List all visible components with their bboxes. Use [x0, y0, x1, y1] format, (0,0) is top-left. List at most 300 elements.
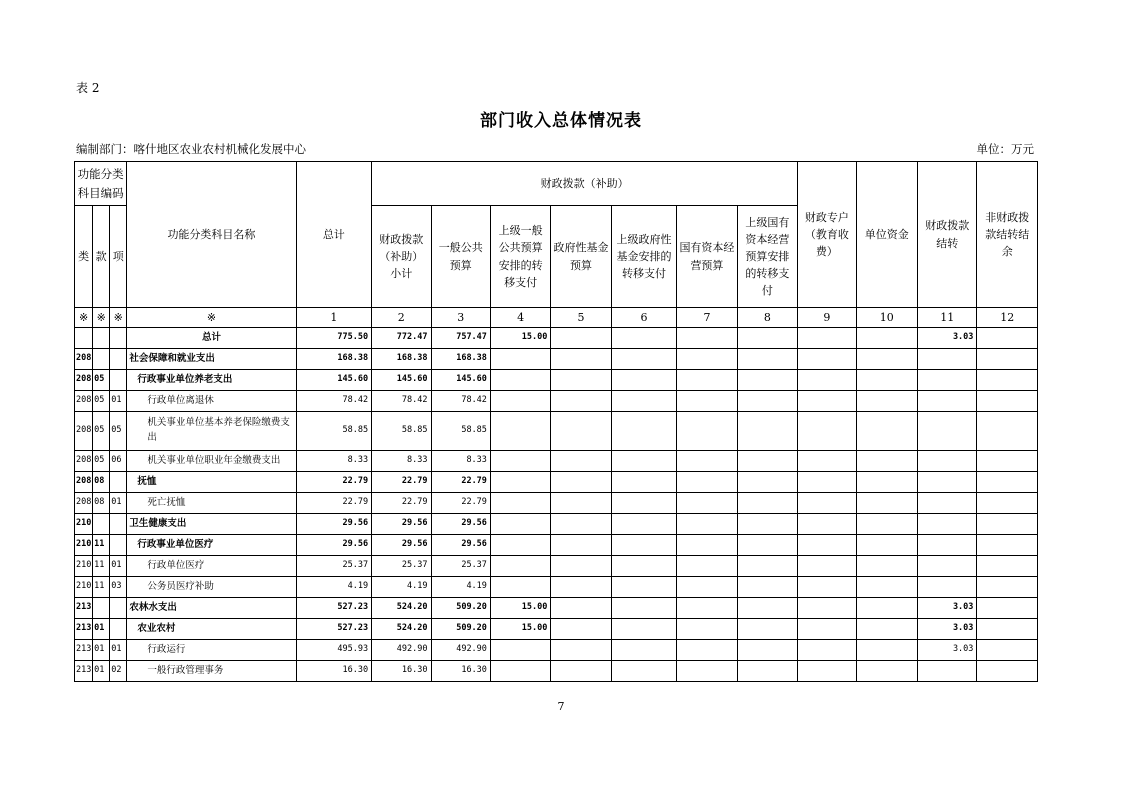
amount-cell [490, 640, 550, 661]
amount-cell: 145.60 [296, 370, 372, 391]
amount-cell [856, 391, 917, 412]
amount-cell [611, 640, 676, 661]
code-xiang-cell [110, 598, 127, 619]
header-code-group: 功能分类科目编码 [75, 162, 127, 206]
code-xiang-cell [110, 328, 127, 349]
amount-cell [918, 493, 977, 514]
amount-cell: 22.79 [431, 493, 490, 514]
amount-cell: 29.56 [431, 535, 490, 556]
amount-cell [798, 412, 856, 451]
amount-cell [977, 391, 1038, 412]
code-kuan-cell: 05 [93, 412, 110, 451]
amount-cell: 4.19 [431, 577, 490, 598]
column-number-row [75, 308, 1038, 328]
amount-cell: 168.38 [296, 349, 372, 370]
amount-cell [490, 472, 550, 493]
subject-name-cell: 卫生健康支出 [127, 514, 296, 535]
amount-cell [856, 619, 917, 640]
amount-cell [977, 661, 1038, 682]
header-gov-fund: 政府性基金预算 [551, 206, 611, 308]
amount-cell [737, 640, 798, 661]
amount-cell [611, 619, 676, 640]
amount-cell [737, 328, 798, 349]
amount-cell [856, 412, 917, 451]
amount-cell [551, 577, 611, 598]
header-upper-capital-transfer: 上级国有资本经营预算安排的转移支付 [737, 206, 798, 308]
amount-cell [611, 370, 676, 391]
subject-name-cell: 社会保障和就业支出 [127, 349, 296, 370]
code-kuan-cell [93, 598, 110, 619]
amount-cell: 58.85 [431, 412, 490, 451]
column-number: 9 [798, 308, 856, 328]
amount-cell [977, 412, 1038, 451]
code-xiang-cell: 01 [110, 391, 127, 412]
amount-cell: 25.37 [372, 556, 431, 577]
column-number: 6 [611, 308, 676, 328]
amount-cell [677, 328, 737, 349]
header-lei: 类 [75, 206, 93, 308]
column-number: 3 [431, 308, 490, 328]
table-row [75, 514, 1038, 535]
amount-cell [737, 451, 798, 472]
code-kuan-cell: 05 [93, 370, 110, 391]
amount-cell: 25.37 [296, 556, 372, 577]
amount-cell [918, 535, 977, 556]
header-xiang: 项 [110, 206, 127, 308]
amount-cell [737, 472, 798, 493]
amount-cell: 15.00 [490, 619, 550, 640]
header-fiscal-special: 财政专户（教育收费） [798, 162, 856, 308]
header-total: 总计 [296, 162, 372, 308]
amount-cell [677, 391, 737, 412]
table-row [75, 619, 1038, 640]
amount-cell [856, 514, 917, 535]
column-number: 10 [856, 308, 917, 328]
amount-cell [856, 349, 917, 370]
column-mark: ※ [110, 308, 127, 328]
subject-name-cell: 行政事业单位医疗 [127, 535, 296, 556]
amount-cell [977, 514, 1038, 535]
amount-cell: 78.42 [372, 391, 431, 412]
amount-cell [611, 451, 676, 472]
table-row [75, 598, 1038, 619]
amount-cell [551, 535, 611, 556]
column-number: 11 [918, 308, 977, 328]
code-xiang-cell [110, 472, 127, 493]
amount-cell [551, 493, 611, 514]
amount-cell [918, 370, 977, 391]
amount-cell [798, 328, 856, 349]
amount-cell [737, 556, 798, 577]
amount-cell [551, 661, 611, 682]
amount-cell [611, 328, 676, 349]
amount-cell [737, 493, 798, 514]
amount-cell [551, 349, 611, 370]
amount-cell [798, 391, 856, 412]
code-lei-cell: 210 [75, 556, 93, 577]
amount-cell [611, 577, 676, 598]
code-kuan-cell: 01 [93, 661, 110, 682]
amount-cell: 3.03 [918, 619, 977, 640]
amount-cell [798, 619, 856, 640]
amount-cell: 25.37 [431, 556, 490, 577]
amount-cell [551, 640, 611, 661]
amount-cell: 3.03 [918, 328, 977, 349]
code-xiang-cell: 05 [110, 412, 127, 451]
amount-cell [977, 619, 1038, 640]
code-lei-cell: 213 [75, 640, 93, 661]
code-xiang-cell: 01 [110, 640, 127, 661]
amount-cell [856, 370, 917, 391]
amount-cell: 78.42 [296, 391, 372, 412]
amount-cell [677, 661, 737, 682]
amount-cell: 29.56 [296, 535, 372, 556]
amount-cell [611, 349, 676, 370]
amount-cell [611, 556, 676, 577]
amount-cell: 509.20 [431, 598, 490, 619]
amount-cell [737, 661, 798, 682]
amount-cell [551, 328, 611, 349]
column-mark: ※ [93, 308, 110, 328]
amount-cell [977, 370, 1038, 391]
header-fiscal-subtotal: 财政拨款（补助）小计 [372, 206, 431, 308]
column-number: 8 [737, 308, 798, 328]
amount-cell [918, 472, 977, 493]
amount-cell [737, 535, 798, 556]
amount-cell: 16.30 [431, 661, 490, 682]
code-lei-cell: 213 [75, 619, 93, 640]
amount-cell [677, 472, 737, 493]
amount-cell [856, 493, 917, 514]
amount-cell: 22.79 [296, 472, 372, 493]
amount-cell [677, 412, 737, 451]
amount-cell [798, 556, 856, 577]
amount-cell: 58.85 [372, 412, 431, 451]
amount-cell: 29.56 [372, 535, 431, 556]
amount-cell [856, 577, 917, 598]
amount-cell: 78.42 [431, 391, 490, 412]
amount-cell [737, 577, 798, 598]
amount-cell [977, 535, 1038, 556]
code-kuan-cell: 11 [93, 535, 110, 556]
income-summary-table [74, 161, 1038, 682]
amount-cell [856, 328, 917, 349]
amount-cell [490, 661, 550, 682]
code-xiang-cell: 02 [110, 661, 127, 682]
subject-name-cell: 农业农村 [127, 619, 296, 640]
subject-name-cell: 行政运行 [127, 640, 296, 661]
amount-cell [798, 451, 856, 472]
code-kuan-cell: 08 [93, 493, 110, 514]
amount-cell [611, 598, 676, 619]
column-number: 12 [977, 308, 1038, 328]
subject-name-cell: 总计 [127, 328, 296, 349]
table-row [75, 349, 1038, 370]
amount-cell [677, 619, 737, 640]
code-lei-cell: 208 [75, 391, 93, 412]
subject-name-cell: 行政单位离退休 [127, 391, 296, 412]
subject-name-cell: 公务员医疗补助 [127, 577, 296, 598]
column-number: 1 [296, 308, 372, 328]
amount-cell [856, 661, 917, 682]
column-mark: ※ [75, 308, 93, 328]
code-kuan-cell: 01 [93, 640, 110, 661]
amount-cell [856, 535, 917, 556]
code-lei-cell [75, 328, 93, 349]
amount-cell [490, 370, 550, 391]
column-number: 7 [677, 308, 737, 328]
amount-cell [490, 514, 550, 535]
table-row [75, 577, 1038, 598]
amount-cell [677, 451, 737, 472]
amount-cell: 4.19 [296, 577, 372, 598]
code-lei-cell: 213 [75, 598, 93, 619]
amount-cell [611, 514, 676, 535]
amount-cell: 29.56 [372, 514, 431, 535]
amount-cell: 772.47 [372, 328, 431, 349]
amount-cell: 8.33 [431, 451, 490, 472]
amount-cell: 16.30 [372, 661, 431, 682]
code-lei-cell: 208 [75, 493, 93, 514]
amount-cell [490, 391, 550, 412]
amount-cell: 145.60 [431, 370, 490, 391]
table-row [75, 493, 1038, 514]
amount-cell [490, 577, 550, 598]
amount-cell [677, 493, 737, 514]
amount-cell: 168.38 [372, 349, 431, 370]
amount-cell [977, 472, 1038, 493]
amount-cell [856, 472, 917, 493]
amount-cell: 527.23 [296, 619, 372, 640]
amount-cell [737, 619, 798, 640]
header-unit-funds: 单位资金 [856, 162, 917, 308]
amount-cell: 492.90 [372, 640, 431, 661]
amount-cell [856, 556, 917, 577]
table-row [75, 556, 1038, 577]
amount-cell [490, 412, 550, 451]
amount-cell [798, 493, 856, 514]
header-name: 功能分类科目名称 [127, 162, 296, 308]
subject-name-cell: 行政事业单位养老支出 [127, 370, 296, 391]
subject-name-cell: 机关事业单位职业年金缴费支出 [127, 451, 296, 472]
amount-cell: 58.85 [296, 412, 372, 451]
code-xiang-cell: 06 [110, 451, 127, 472]
department-label: 编制部门：喀什地区农业农村机械化发展中心 [76, 142, 306, 156]
amount-cell [737, 412, 798, 451]
amount-cell [918, 577, 977, 598]
code-kuan-cell: 05 [93, 451, 110, 472]
code-lei-cell: 208 [75, 370, 93, 391]
column-number: 4 [490, 308, 550, 328]
amount-cell: 775.50 [296, 328, 372, 349]
amount-cell [551, 598, 611, 619]
amount-cell: 22.79 [431, 472, 490, 493]
code-lei-cell: 208 [75, 412, 93, 451]
amount-cell [551, 472, 611, 493]
amount-cell [611, 661, 676, 682]
subject-name-cell: 一般行政管理事务 [127, 661, 296, 682]
amount-cell: 22.79 [296, 493, 372, 514]
code-kuan-cell: 01 [93, 619, 110, 640]
code-kuan-cell: 08 [93, 472, 110, 493]
subject-name-cell: 行政单位医疗 [127, 556, 296, 577]
amount-cell [490, 493, 550, 514]
code-xiang-cell: 03 [110, 577, 127, 598]
amount-cell: 15.00 [490, 598, 550, 619]
header-kuan: 款 [93, 206, 110, 308]
amount-cell [611, 535, 676, 556]
amount-cell: 168.38 [431, 349, 490, 370]
amount-cell [611, 412, 676, 451]
code-xiang-cell [110, 514, 127, 535]
amount-cell [798, 598, 856, 619]
amount-cell: 4.19 [372, 577, 431, 598]
amount-cell [918, 514, 977, 535]
amount-cell [611, 391, 676, 412]
amount-cell [856, 598, 917, 619]
table-row [75, 391, 1038, 412]
table-row [75, 640, 1038, 661]
amount-cell [677, 349, 737, 370]
amount-cell [737, 391, 798, 412]
code-xiang-cell [110, 349, 127, 370]
code-lei-cell: 208 [75, 472, 93, 493]
code-xiang-cell [110, 535, 127, 556]
table-row [75, 412, 1038, 451]
amount-cell [490, 349, 550, 370]
code-lei-cell: 210 [75, 514, 93, 535]
amount-cell [798, 514, 856, 535]
amount-cell [490, 556, 550, 577]
amount-cell [918, 556, 977, 577]
amount-cell [551, 412, 611, 451]
column-mark: ※ [127, 308, 296, 328]
code-xiang-cell: 01 [110, 556, 127, 577]
amount-cell [977, 451, 1038, 472]
amount-cell [677, 577, 737, 598]
header-upper-fund-transfer: 上级政府性基金安排的转移支付 [611, 206, 676, 308]
amount-cell [856, 640, 917, 661]
amount-cell [611, 493, 676, 514]
amount-cell [977, 556, 1038, 577]
table-row [75, 661, 1038, 682]
header-general-budget: 一般公共预算 [431, 206, 490, 308]
amount-cell: 29.56 [296, 514, 372, 535]
subject-name-cell: 抚恤 [127, 472, 296, 493]
column-number: 5 [551, 308, 611, 328]
amount-cell [677, 556, 737, 577]
amount-cell: 524.20 [372, 598, 431, 619]
amount-cell [737, 598, 798, 619]
subject-name-cell: 农林水支出 [127, 598, 296, 619]
amount-cell: 757.47 [431, 328, 490, 349]
amount-cell: 524.20 [372, 619, 431, 640]
code-kuan-cell: 05 [93, 391, 110, 412]
amount-cell [918, 451, 977, 472]
amount-cell [551, 451, 611, 472]
amount-cell [551, 391, 611, 412]
code-lei-cell: 208 [75, 349, 93, 370]
table-number: 表 2 [76, 81, 100, 95]
document-title: 部门收入总体情况表 [480, 111, 642, 131]
code-xiang-cell [110, 619, 127, 640]
amount-cell [977, 349, 1038, 370]
amount-cell [918, 661, 977, 682]
code-lei-cell: 208 [75, 451, 93, 472]
subject-name-cell: 机关事业单位基本养老保险缴费支出 [127, 412, 296, 451]
amount-cell [611, 472, 676, 493]
code-lei-cell: 210 [75, 535, 93, 556]
amount-cell: 527.23 [296, 598, 372, 619]
amount-cell [918, 391, 977, 412]
amount-cell [856, 451, 917, 472]
table-row [75, 535, 1038, 556]
amount-cell: 492.90 [431, 640, 490, 661]
amount-cell: 16.30 [296, 661, 372, 682]
table-row [75, 328, 1038, 349]
amount-cell [551, 619, 611, 640]
amount-cell [798, 640, 856, 661]
header-nonfiscal-carryover: 非财政拨款结转结余 [977, 162, 1038, 308]
amount-cell [798, 472, 856, 493]
amount-cell [918, 349, 977, 370]
code-kuan-cell [93, 328, 110, 349]
header-fiscal-carryover: 财政拨款结转 [918, 162, 977, 308]
amount-cell [551, 514, 611, 535]
code-lei-cell: 213 [75, 661, 93, 682]
amount-cell [677, 370, 737, 391]
code-xiang-cell [110, 370, 127, 391]
amount-cell [977, 328, 1038, 349]
amount-cell [798, 577, 856, 598]
header-state-capital: 国有资本经营预算 [677, 206, 737, 308]
amount-cell [551, 556, 611, 577]
code-kuan-cell: 11 [93, 577, 110, 598]
amount-cell: 3.03 [918, 640, 977, 661]
unit-label: 单位：万元 [976, 142, 1034, 156]
amount-cell: 15.00 [490, 328, 550, 349]
code-kuan-cell [93, 514, 110, 535]
amount-cell [677, 640, 737, 661]
subject-name-cell: 死亡抚恤 [127, 493, 296, 514]
table-row [75, 472, 1038, 493]
amount-cell [551, 370, 611, 391]
header-fiscal-group: 财政拨款（补助） [372, 162, 798, 206]
amount-cell: 29.56 [431, 514, 490, 535]
code-kuan-cell: 11 [93, 556, 110, 577]
amount-cell [798, 535, 856, 556]
amount-cell [677, 514, 737, 535]
amount-cell: 22.79 [372, 472, 431, 493]
amount-cell [977, 493, 1038, 514]
amount-cell [798, 349, 856, 370]
amount-cell: 509.20 [431, 619, 490, 640]
header-upper-general-transfer: 上级一般公共预算安排的转移支付 [490, 206, 550, 308]
amount-cell [737, 349, 798, 370]
code-lei-cell: 210 [75, 577, 93, 598]
amount-cell [977, 640, 1038, 661]
column-number: 2 [372, 308, 431, 328]
amount-cell: 145.60 [372, 370, 431, 391]
page-number: 7 [557, 700, 565, 713]
table-row [75, 370, 1038, 391]
amount-cell [798, 661, 856, 682]
amount-cell [490, 535, 550, 556]
amount-cell [490, 451, 550, 472]
amount-cell [798, 370, 856, 391]
amount-cell: 8.33 [296, 451, 372, 472]
amount-cell [677, 598, 737, 619]
